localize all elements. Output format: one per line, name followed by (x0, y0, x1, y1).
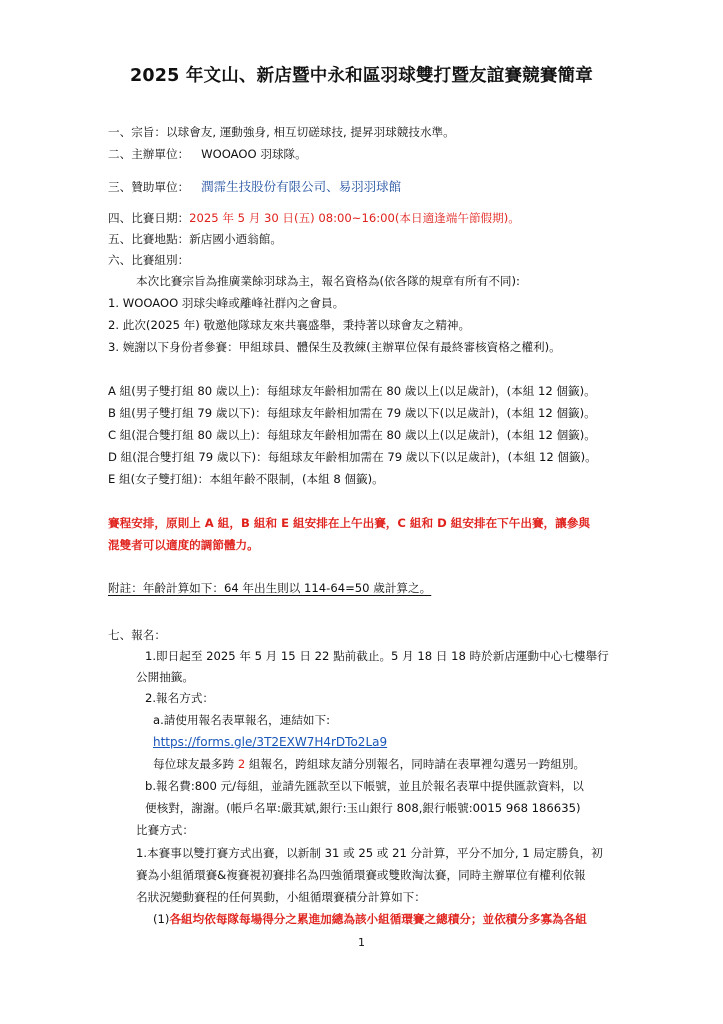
groups-heading: 六、比賽組別： (108, 253, 190, 267)
sponsor-value: 潤霈生技股份有限公司、易羽羽球館 (201, 179, 402, 194)
organizer-label: 二、主辦單位： (108, 147, 190, 161)
eligibility-intro: 本次比賽宗旨為推廣業餘羽球為主，報名資格為(依各隊的規章有所有不同): (136, 274, 520, 288)
registration-form-link[interactable]: https://forms.gle/3T2EXW7H4rDTo2La9 (153, 735, 388, 749)
cross-group-note-post: 組報名，跨組球友請分別報名，同時請在表單裡勾選另一跨組別。 (245, 757, 586, 771)
registration-method-heading: 2.報名方式： (145, 691, 215, 705)
date-label: 四、比賽日期： (108, 211, 190, 225)
scoring-rule (153, 911, 587, 927)
registration-heading: 七、報名： (108, 628, 166, 642)
group-item-c: C 組(混合雙打組 80 歲以上)：每組球友年齡相加需在 80 歲以上(以足歲計)，(本組 12 個籤)。 (108, 428, 596, 442)
date-line (108, 210, 520, 226)
date-value: 2025 年 5 月 30 日(五) 08:00~16:00(本日適逢端午節假期)。 (189, 211, 520, 225)
registration-fee: b.報名費:800 元/每組，並請先匯款至以下帳號，並且於報名表單中提供匯款資料，以 (145, 779, 584, 793)
page-number: 1 (358, 936, 365, 949)
schedule-note-cont: 混雙者可以適度的調節體力。 (108, 538, 259, 552)
sponsor-line (108, 179, 401, 195)
schedule-note: 賽程安排，原則上 A 組，B 組和 E 組安排在上午出賽，C 組和 D 組安排在下午出賽，讓參與 (108, 516, 590, 530)
sponsor-label: 三、贊助單位： (108, 180, 190, 194)
registration-form-note: a.請使用報名表單報名，連結如下: (153, 713, 331, 727)
group-item-b: B 組(男子雙打組 79 歲以下)：每組球友年齡相加需在 79 歲以下(以足歲計)，(本組 12 個籤)。 (108, 406, 596, 420)
age-note: 附註：年齡計算如下：64 年出生則以 114-64=50 歲計算之。 (108, 581, 432, 595)
document-title: 2025 年文山、新店暨中永和區羽球雙打暨友誼賽競賽簡章 (130, 66, 593, 86)
cross-group-max-number: 2 (237, 757, 246, 771)
group-item-a: A 組(男子雙打組 80 歲以上)：每組球友年齡相加需在 80 歲以上(以足歲計)，(本組 12 個籤)。 (108, 384, 596, 398)
eligibility-item: 2. 此次(2025 年) 敬邀他隊球友來共襄盛舉，秉持著以球會友之精神。 (108, 318, 471, 332)
eligibility-item: 3. 婉謝以下身份者參賽：甲組球員、體保生及教練(主辦單位保有最終審核資格之權利)。 (108, 340, 561, 354)
group-item-e: E 組(女子雙打組)：本組年齡不限制，(本組 8 個籤)。 (108, 472, 384, 486)
cross-group-note (153, 756, 585, 772)
registration-deadline-cont: 公開抽籤。 (136, 670, 194, 684)
registration-fee-cont: 便核對，謝謝。(帳戶名單:嚴萁斌,銀行:玉山銀行 808,銀行帳號:0015 968 186635) (145, 801, 581, 815)
organizer-line (108, 146, 307, 162)
organizer-value: WOOAOO 羽球隊。 (201, 147, 307, 161)
scoring-rule-text: 各組均依每隊每場得分之累進加總為該小組循環賽之總積分；並依積分多寡為各組 (169, 912, 587, 926)
registration-deadline: 1.即日起至 2025 年 5 月 15 日 22 點前截止。5 月 18 日 18 時於新店運動中心七樓舉行 (145, 649, 609, 663)
scoring-rule-number: (1) (153, 912, 170, 926)
match-format-text: 1.本賽事以雙打賽方式出賽，以新制 31 或 25 或 21 分計算，平分不加分, 1 局定勝負，初 (136, 846, 603, 860)
eligibility-item: 1. WOOAOO 羽球尖峰或離峰社群內之會員。 (108, 296, 345, 310)
venue-line: 五、比賽地點：新店國小迺翁館。 (108, 232, 282, 246)
match-format-text-cont: 名狀況變動賽程的任何異動，小組循環賽積分計算如下： (136, 890, 426, 904)
cross-group-note-pre: 每位球友最多跨 (153, 757, 238, 771)
purpose-line: 一、宗旨：以球會友, 運動強身, 相互切磋球技, 提昇羽球競技水準。 (108, 125, 455, 139)
match-format-heading: 比賽方式： (136, 823, 194, 837)
match-format-text-cont: 賽為小組循環賽&複賽視初賽排名為四強循環賽或雙敗淘汰賽，同時主辦單位有權利依報 (136, 868, 586, 882)
group-item-d: D 組(混合雙打組 79 歲以下)：每組球友年齡相加需在 79 歲以下(以足歲計)，(本組 12 個籤)。 (108, 450, 597, 464)
